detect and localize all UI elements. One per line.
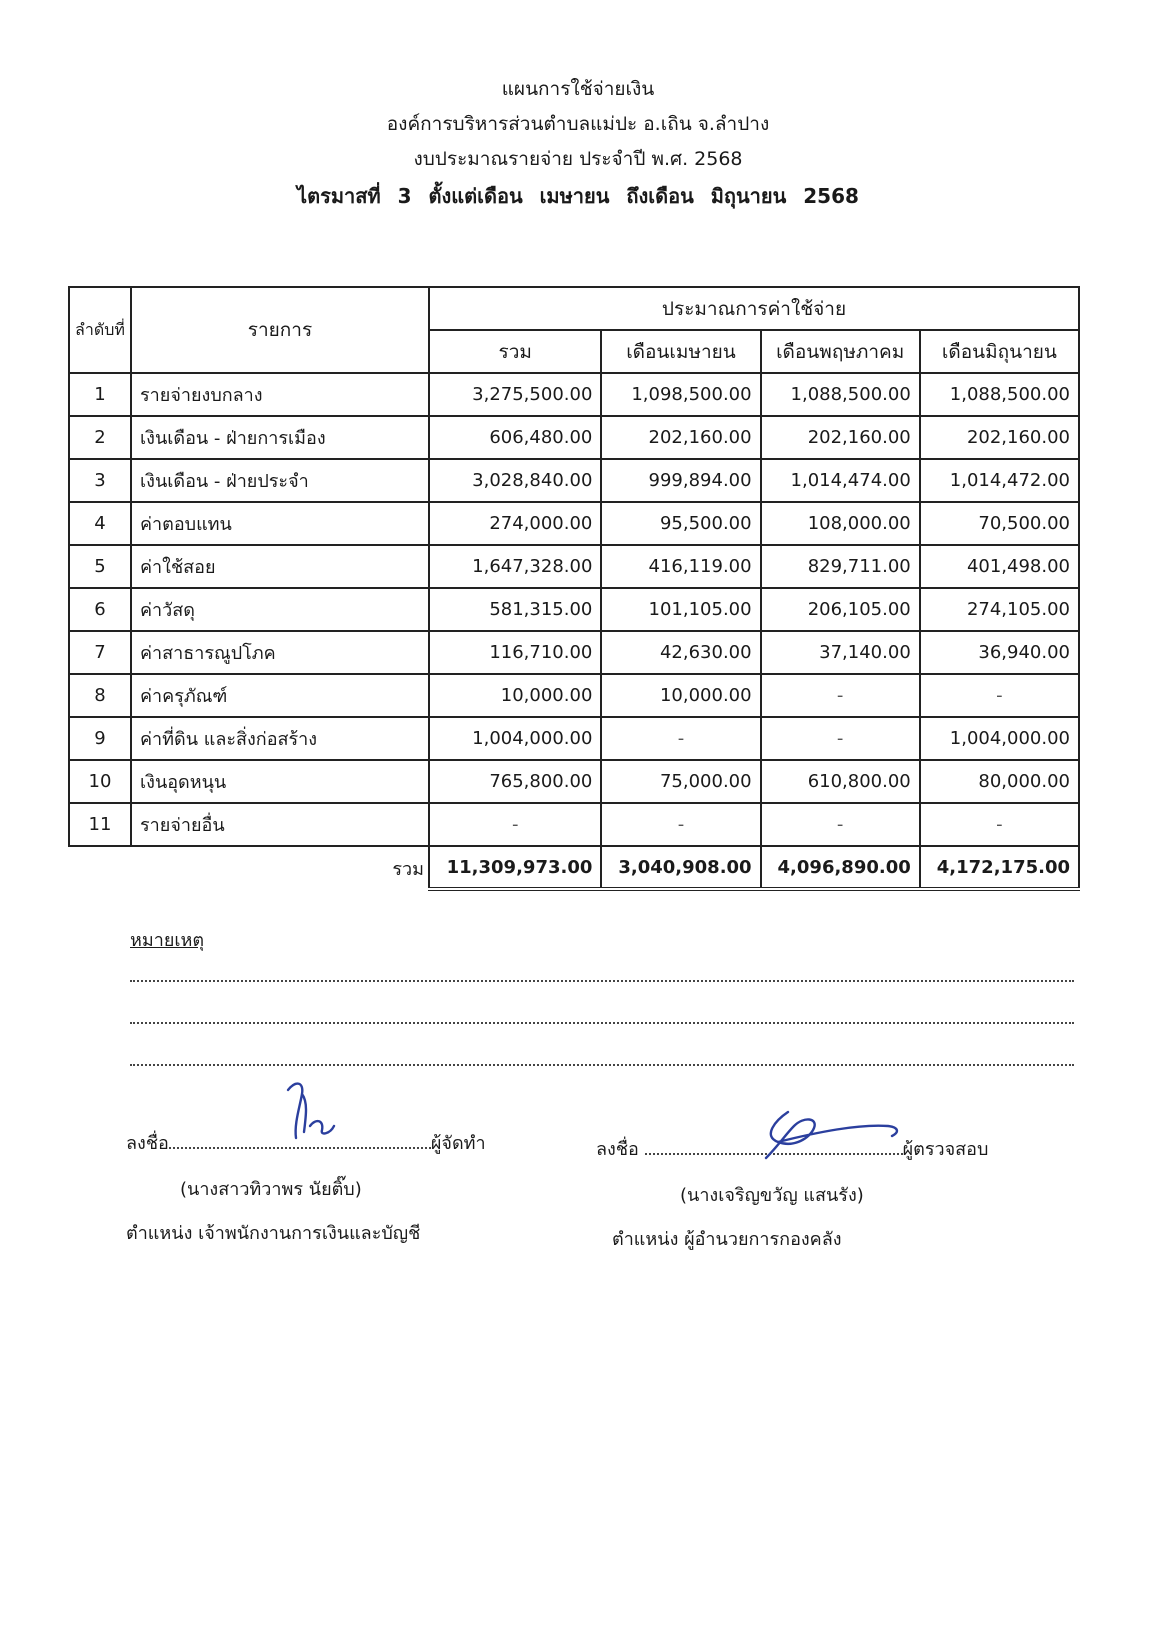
- row-april: 75,000.00: [601, 760, 760, 803]
- row-item: ค่าใช้สอย: [131, 545, 429, 588]
- row-june: -: [920, 803, 1079, 846]
- row-may: 1,088,500.00: [761, 373, 920, 416]
- header-title: แผนการใช้จ่ายเงิน: [501, 78, 655, 100]
- row-item: เงินเดือน - ฝ่ายประจำ: [131, 459, 429, 502]
- row-april: 95,500.00: [601, 502, 760, 545]
- row-may: 202,160.00: [761, 416, 920, 459]
- total-label: รวม: [131, 846, 429, 889]
- total-may: 4,096,890.00: [761, 846, 920, 889]
- reviewer-sign-label: ลงชื่อ: [596, 1139, 639, 1160]
- preparer-signature: [274, 1076, 344, 1148]
- note-line: [130, 1022, 1074, 1024]
- total-sum: 11,309,973.00: [429, 846, 601, 889]
- row-item: ค่าตอบแทน: [131, 502, 429, 545]
- table-total-row: [69, 846, 1079, 889]
- table-row: [69, 545, 1079, 588]
- row-may: -: [761, 674, 920, 717]
- row-total: 3,275,500.00: [429, 373, 601, 416]
- row-april: 202,160.00: [601, 416, 760, 459]
- row-item: เงินเดือน - ฝ่ายการเมือง: [131, 416, 429, 459]
- header-budget-year: งบประมาณรายจ่าย ประจำปี พ.ศ. 2568: [413, 148, 743, 170]
- row-seq: 11: [69, 803, 131, 846]
- row-seq: 2: [69, 416, 131, 459]
- row-may: 37,140.00: [761, 631, 920, 674]
- row-item: รายจ่ายงบกลาง: [131, 373, 429, 416]
- row-june: -: [920, 674, 1079, 717]
- row-total: 765,800.00: [429, 760, 601, 803]
- row-seq: 7: [69, 631, 131, 674]
- table-header-row: [69, 287, 1079, 330]
- total-spacer: [69, 846, 131, 889]
- col-may-header: เดือนพฤษภาคม: [761, 330, 920, 373]
- row-total: 1,004,000.00: [429, 717, 601, 760]
- row-total: 1,647,328.00: [429, 545, 601, 588]
- table-row: [69, 631, 1079, 674]
- col-item-header: รายการ: [131, 287, 429, 373]
- row-seq: 4: [69, 502, 131, 545]
- row-april: 42,630.00: [601, 631, 760, 674]
- row-seq: 3: [69, 459, 131, 502]
- row-june: 274,105.00: [920, 588, 1079, 631]
- note-label: หมายเหตุ: [130, 930, 205, 951]
- row-seq: 5: [69, 545, 131, 588]
- row-june: 36,940.00: [920, 631, 1079, 674]
- row-april: 1,098,500.00: [601, 373, 760, 416]
- preparer-name: (นางสาวทิวาพร นัยติ๊บ): [180, 1179, 362, 1200]
- total-june: 4,172,175.00: [920, 846, 1079, 889]
- row-total: 3,028,840.00: [429, 459, 601, 502]
- row-april: 10,000.00: [601, 674, 760, 717]
- row-item: ค่าครุภัณฑ์: [131, 674, 429, 717]
- header-quarter: ไตรมาสที่ 3 ตั้งแต่เดือน เมษายน ถึงเดือน มิถุนายน 2568: [297, 184, 859, 208]
- table-row: [69, 803, 1079, 846]
- row-may: 1,014,474.00: [761, 459, 920, 502]
- col-june-header: เดือนมิถุนายน: [920, 330, 1079, 373]
- preparer-position: ตำแหน่ง เจ้าพนักงานการเงินและบัญชี: [126, 1223, 421, 1244]
- row-june: 401,498.00: [920, 545, 1079, 588]
- reviewer-name: (นางเจริญขวัญ แสนรัง): [680, 1185, 864, 1206]
- table-row: [69, 459, 1079, 502]
- row-may: -: [761, 803, 920, 846]
- preparer-sign-label: ลงชื่อ: [126, 1133, 169, 1154]
- reviewer-position: ตำแหน่ง ผู้อำนวยการกองคลัง: [612, 1229, 842, 1250]
- header-organization: องค์การบริหารส่วนตำบลแม่ปะ อ.เถิน จ.ลำปาง: [386, 113, 770, 135]
- note-line: [130, 1064, 1074, 1066]
- row-item: ค่าที่ดิน และสิ่งก่อสร้าง: [131, 717, 429, 760]
- row-april: -: [601, 803, 760, 846]
- row-may: 829,711.00: [761, 545, 920, 588]
- col-april-header: เดือนเมษายน: [601, 330, 760, 373]
- row-may: 108,000.00: [761, 502, 920, 545]
- table-row: [69, 717, 1079, 760]
- row-june: 1,088,500.00: [920, 373, 1079, 416]
- col-estimate-group-header: ประมาณการค่าใช้จ่าย: [429, 287, 1079, 330]
- row-seq: 6: [69, 588, 131, 631]
- row-april: 416,119.00: [601, 545, 760, 588]
- row-seq: 10: [69, 760, 131, 803]
- document-header: [0, 72, 1156, 214]
- table-row: [69, 588, 1079, 631]
- row-june: 70,500.00: [920, 502, 1079, 545]
- row-april: 999,894.00: [601, 459, 760, 502]
- col-total-header: รวม: [429, 330, 601, 373]
- row-item: เงินอุดหนุน: [131, 760, 429, 803]
- table-row: [69, 373, 1079, 416]
- row-june: 1,004,000.00: [920, 717, 1079, 760]
- row-total: 606,480.00: [429, 416, 601, 459]
- row-total: 274,000.00: [429, 502, 601, 545]
- spending-plan-table: [68, 286, 1080, 891]
- row-item: รายจ่ายอื่น: [131, 803, 429, 846]
- row-june: 202,160.00: [920, 416, 1079, 459]
- row-total: -: [429, 803, 601, 846]
- table-row: [69, 674, 1079, 717]
- row-total: 10,000.00: [429, 674, 601, 717]
- row-seq: 8: [69, 674, 131, 717]
- preparer-role: ผู้จัดทำ: [430, 1133, 486, 1154]
- row-may: 206,105.00: [761, 588, 920, 631]
- row-may: 610,800.00: [761, 760, 920, 803]
- row-seq: 1: [69, 373, 131, 416]
- table-row: [69, 416, 1079, 459]
- row-june: 80,000.00: [920, 760, 1079, 803]
- row-may: -: [761, 717, 920, 760]
- col-seq-header: ลำดับที่: [69, 287, 131, 373]
- table-row: [69, 502, 1079, 545]
- row-item: ค่าสาธารณูปโภค: [131, 631, 429, 674]
- row-april: 101,105.00: [601, 588, 760, 631]
- row-june: 1,014,472.00: [920, 459, 1079, 502]
- reviewer-signature: [748, 1098, 908, 1162]
- note-line: [130, 980, 1074, 982]
- row-total: 116,710.00: [429, 631, 601, 674]
- reviewer-role: ผู้ตรวจสอบ: [902, 1139, 989, 1160]
- row-item: ค่าวัสดุ: [131, 588, 429, 631]
- row-total: 581,315.00: [429, 588, 601, 631]
- row-seq: 9: [69, 717, 131, 760]
- table-row: [69, 760, 1079, 803]
- total-april: 3,040,908.00: [601, 846, 760, 889]
- row-april: -: [601, 717, 760, 760]
